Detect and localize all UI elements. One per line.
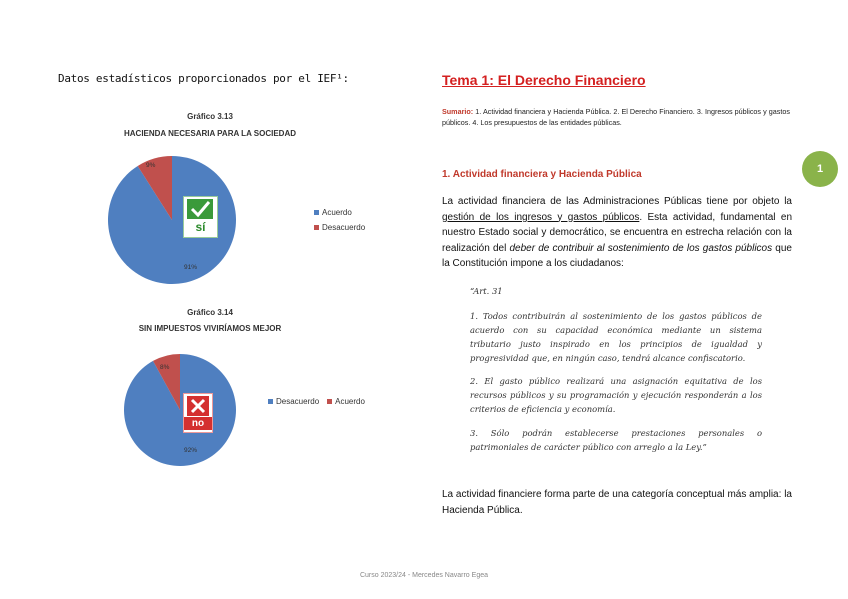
yes-badge-text: sí [195,220,206,234]
paragraph-2: La actividad financiere forma parte de una categoría conceptual más amplia: la Hacienda Pública. [442,489,792,516]
chart2-minor-label: 8% [160,364,170,371]
legend-item [327,397,365,406]
legend-label: Acuerdo [335,397,365,406]
section-heading: 1. Actividad financiera y Hacienda Pública [442,169,642,180]
page-title: Tema 1: El Derecho Financiero [442,72,646,88]
chart1-legend [314,208,365,238]
legend-swatch [268,399,273,404]
chart1-pie [100,152,250,288]
no-badge-text: no [184,417,212,430]
para-text: que la Constitución impone a los ciudadanos: [442,242,792,269]
quote-item-2: 2. El gasto público realizará una asignación equitativa de los recursos públicos y su programación y ejecución responderán a los criterios de eficiencia y economía. [470,376,762,414]
legend-item [314,223,365,232]
quote-item-3: 3. Sólo podrán establecerse prestaciones personales o patrimoniales de carácter público con arreglo a la Ley.” [470,428,762,452]
para-underlined: gestión de los ingresos y gastos públicos [442,211,640,223]
no-badge [183,393,213,433]
stats-intro: Datos estadísticos proporcionados por el IEF¹: [58,72,349,85]
chart2-legend [268,397,365,412]
page-number-badge: 1 [802,151,838,187]
chart2-title: SIN IMPUESTOS VIVIRÍAMOS MEJOR [138,324,282,333]
chart1-minor-label: 9% [146,162,156,169]
summary-text: 1. Actividad financiera y Hacienda Pública. 2. El Derecho Financiero. 3. Ingresos públicos y gastos públicos. 4. Los presupuestos de las entidades públicas. [442,107,790,127]
chart2-main-label: 92% [184,447,198,454]
legend-label: Acuerdo [322,208,352,217]
chart1-title: HACIENDA NECESARIA PARA LA SOCIEDAD [123,129,296,138]
chart2-label: Gráfico 3.14 [187,308,233,317]
quote-item-1: 1. Todos contribuirán al sostenimiento de los gastos públicos de acuerdo con su capacidad económica mediante un sistema tributario justo inspirado en los principios de igualdad y progresividad que, en ningún caso, tendrá alcance confiscatorio. [470,311,762,363]
legend-label: Desacuerdo [322,223,366,232]
para-text: La actividad financiera de las Administraciones Públicas tiene por objeto la [442,196,792,207]
chart2-pie [116,352,244,470]
summary-label: Sumario: [442,107,474,116]
check-icon [187,199,213,219]
legend-label: Desacuerdo [276,397,320,406]
para-italic: deber de contribuir al sostenimiento de los gastos públicos [509,242,773,254]
legend-swatch [314,225,319,230]
cross-icon [187,396,209,416]
quote-heading: “Art. 31 [470,286,503,296]
chart1-main-label: 91% [184,264,198,271]
legend-item [314,208,365,217]
chart1-label: Gráfico 3.13 [187,112,233,121]
legend-swatch [314,210,319,215]
legend-swatch [327,399,332,404]
summary [442,106,790,128]
para-text: . Esta actividad, fundamental en nuestro Estado social y democrático, se encuentra en estrecha relación con la realización del [442,211,793,254]
legend-item [268,397,319,406]
page-footer: Curso 2023/24 - Mercedes Navarro Egea [359,572,488,579]
paragraph-1 [442,194,792,272]
yes-badge [183,196,218,238]
